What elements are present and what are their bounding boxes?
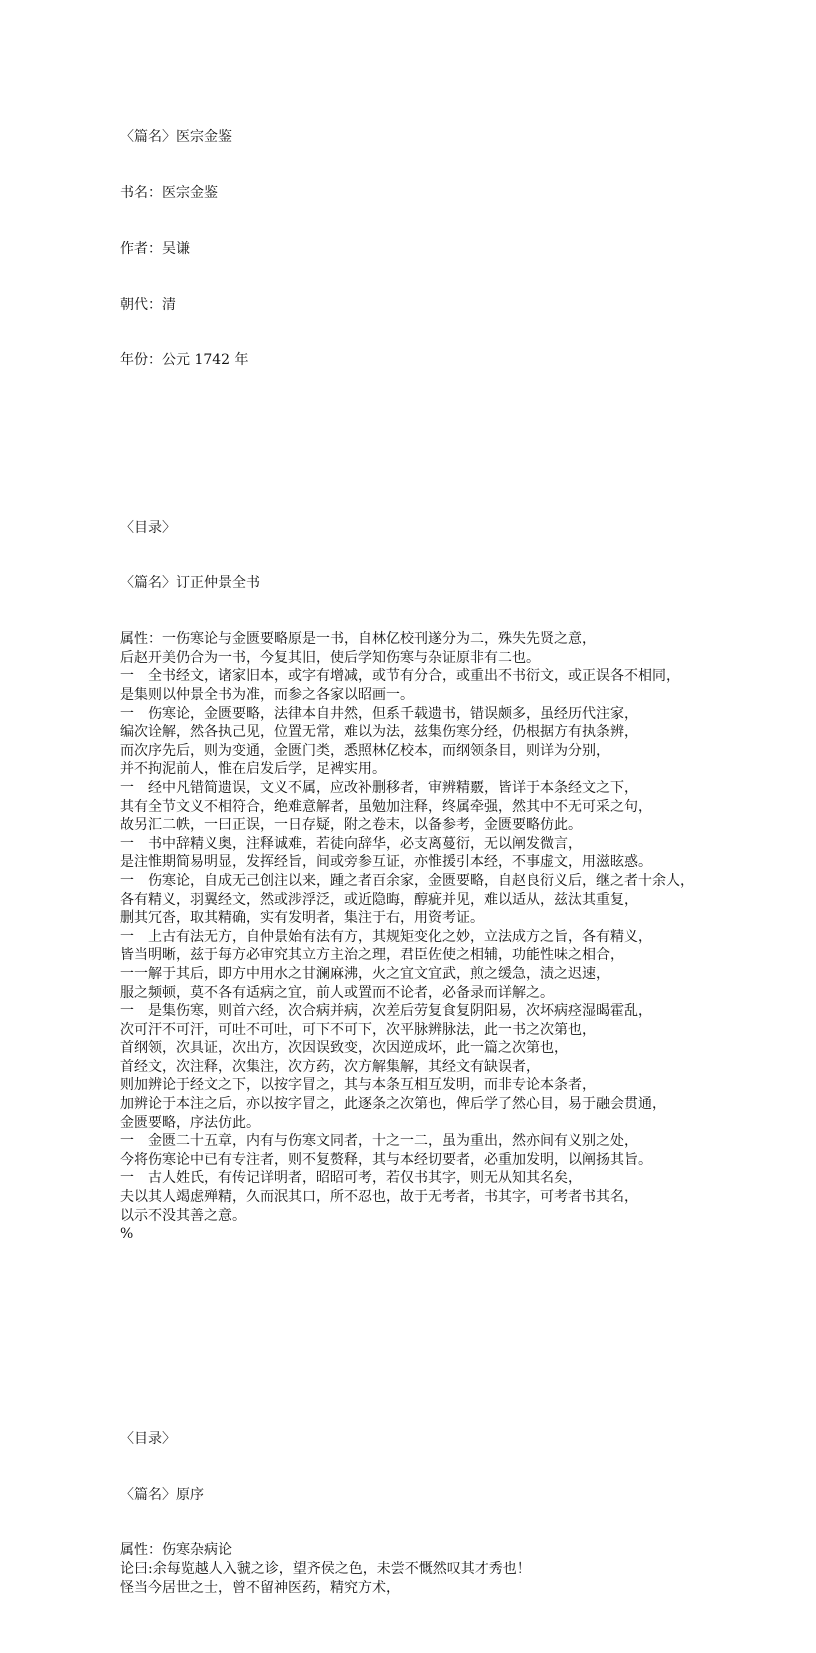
text-line: 则加辨论于经文之下，以按字冒之，其与本条互相互发明，而非专论本条者， bbox=[120, 1077, 596, 1094]
text-line: 加辨论于本注之后，亦以按字冒之，此逐条之次第也，俾后学了然心目，易于融会贯通， bbox=[120, 1096, 666, 1113]
dynasty: 朝代：清 bbox=[120, 296, 176, 313]
text-line: 一 古人姓氏，有传记详明者，昭昭可考，若仅书其字，则无从知其名矣， bbox=[120, 1170, 582, 1187]
text-line: 属性：一伤寒论与金匮要略原是一书，自林亿校刊遂分为二，殊失先贤之意， bbox=[120, 631, 596, 648]
text-line: 后赵开美仍合为一书，今复其旧，使后学知伤寒与杂证原非有二也。 bbox=[120, 649, 540, 666]
text-line: 而次序先后，则为变通，金匮门类，悉照林亿校本，而纲领条目，则详为分别， bbox=[120, 742, 610, 759]
author: 作者：吴谦 bbox=[120, 240, 190, 257]
text-line: 论曰:余每览越人入虢之诊，望齐侯之色，未尝不慨然叹其才秀也！ bbox=[120, 1560, 531, 1577]
text-line: 首纲领，次具证，次出方，次因误致变，次因逆成坏，此一篇之次第也， bbox=[120, 1040, 568, 1057]
text-line: % bbox=[120, 1226, 134, 1243]
text-line: 以示不没其善之意。 bbox=[120, 1207, 246, 1224]
blank-line bbox=[120, 407, 694, 426]
text-line: 夫以其人竭虑殚精，久而泯其口，所不忍也，故于无考者，书其字，可考者书其名， bbox=[120, 1189, 638, 1206]
text-line: 其有全节文义不相符合，绝难意解者，虽勉加注释，终属牵强，然其中不无可采之句， bbox=[120, 798, 652, 815]
text-line: 今将伤寒论中已有专注者，则不复赘释，其与本经切要者，必重加发明，以阐扬其旨。 bbox=[120, 1151, 652, 1168]
section-2 bbox=[120, 1393, 694, 1635]
text-line: 一一解于其后，即方中用水之甘澜麻沸，火之宜文宜武，煎之缓急，渍之迟速， bbox=[120, 965, 610, 982]
text-line: 是集则以仲景全书为准，而参之各家以昭画一。 bbox=[120, 687, 414, 703]
text-line: 一 伤寒论，自成无己创注以来，踵之者百余家，金匮要略，自赵良衍义后，继之者十余人， bbox=[120, 872, 694, 889]
text-line: 次可汗不可汗，可吐不可吐，可下不可下，次平脉辨脉法，此一书之次第也， bbox=[120, 1021, 596, 1038]
text-line: 怪当今居世之士，曾不留神医药，精究方术， bbox=[120, 1579, 400, 1596]
text-line: 服之频顿，莫不各有适病之宜，前人或置而不论者，必备录而详解之。 bbox=[120, 984, 554, 1001]
text-line: 故另汇二帙，一曰正误，一日存疑，附之卷末，以备参考，金匮要略仿此。 bbox=[120, 817, 582, 834]
text-line: 一 书中辞精义奥，注释诚难，若徒向辞华，必支离蔓衍，无以阐发微言， bbox=[120, 835, 582, 852]
section-title: 〈篇名〉原序 bbox=[120, 1486, 204, 1503]
text-line: 编次诠解，然各执己见，位置无常，难以为法，兹集伤寒分经，仍根据方有执条辨， bbox=[120, 724, 638, 741]
section-1 bbox=[120, 481, 694, 1281]
book-name: 书名：医宗金鉴 bbox=[120, 184, 218, 201]
text-line: 一 经中凡错简遗误，文义不属，应改补删移者，审辨精覈，皆详于本条经文之下， bbox=[120, 779, 638, 796]
text-line: 一 上古有法无方，自仲景始有法有方，其规矩变化之妙，立法成方之旨，各有精义， bbox=[120, 928, 652, 945]
text-line: 首经文，次注释，次集注，次方药，次方解集解，其经文有缺误者， bbox=[120, 1058, 540, 1075]
text-line: 并不拘泥前人，惟在启发后学，足裨实用。 bbox=[120, 761, 386, 778]
text-line: 属性：伤寒杂病论 bbox=[120, 1542, 232, 1559]
section-body bbox=[120, 630, 694, 1244]
document-title-line: 〈篇名〉医宗金鉴 bbox=[120, 129, 232, 146]
blank-line bbox=[120, 1318, 694, 1337]
text-line: 是注惟期简易明显，发挥经旨，间或旁参互证，亦惟援引本经，不事虚文，用滋眩惑。 bbox=[120, 854, 652, 871]
year: 年份：公元 1742 年 bbox=[120, 352, 249, 369]
document-page bbox=[120, 91, 694, 1653]
section-toc-marker: 〈目录〉 bbox=[120, 519, 176, 536]
text-line: 各有精义，羽翼经文，然或涉浮泛，或近隐晦，醇疵并见，难以适从，兹汰其重复， bbox=[120, 891, 638, 908]
section-body bbox=[120, 1541, 694, 1597]
text-line: 一 金匮二十五章，内有与伤寒文同者，十之一二，虽为重出，然亦间有义别之处， bbox=[120, 1133, 638, 1150]
text-line: 一 伤寒论，金匮要略，法律本自井然，但系千载遗书，错误颇多，虽经历代注家， bbox=[120, 705, 638, 722]
text-line: 一 是集伤寒，则首六经，次合病并病，次差后劳复食复阴阳易，次坏病痉湿暍霍乱， bbox=[120, 1003, 652, 1020]
text-line: 皆当明晰，兹于每方必审究其立方主治之理，君臣佐使之相辅，功能性味之相合， bbox=[120, 947, 624, 964]
text-line: 金匮要略，序法仿此。 bbox=[120, 1114, 260, 1131]
text-line: 一 全书经文，诸家旧本，或字有增减，或节有分合，或重出不书衍文，或正误各不相同， bbox=[120, 668, 680, 685]
section-title: 〈篇名〉订正仲景全书 bbox=[120, 575, 260, 592]
section-toc-marker: 〈目录〉 bbox=[120, 1430, 176, 1447]
text-line: 删其冗沓，取其精确，实有发明者，集注于右，用资考证。 bbox=[120, 910, 484, 927]
